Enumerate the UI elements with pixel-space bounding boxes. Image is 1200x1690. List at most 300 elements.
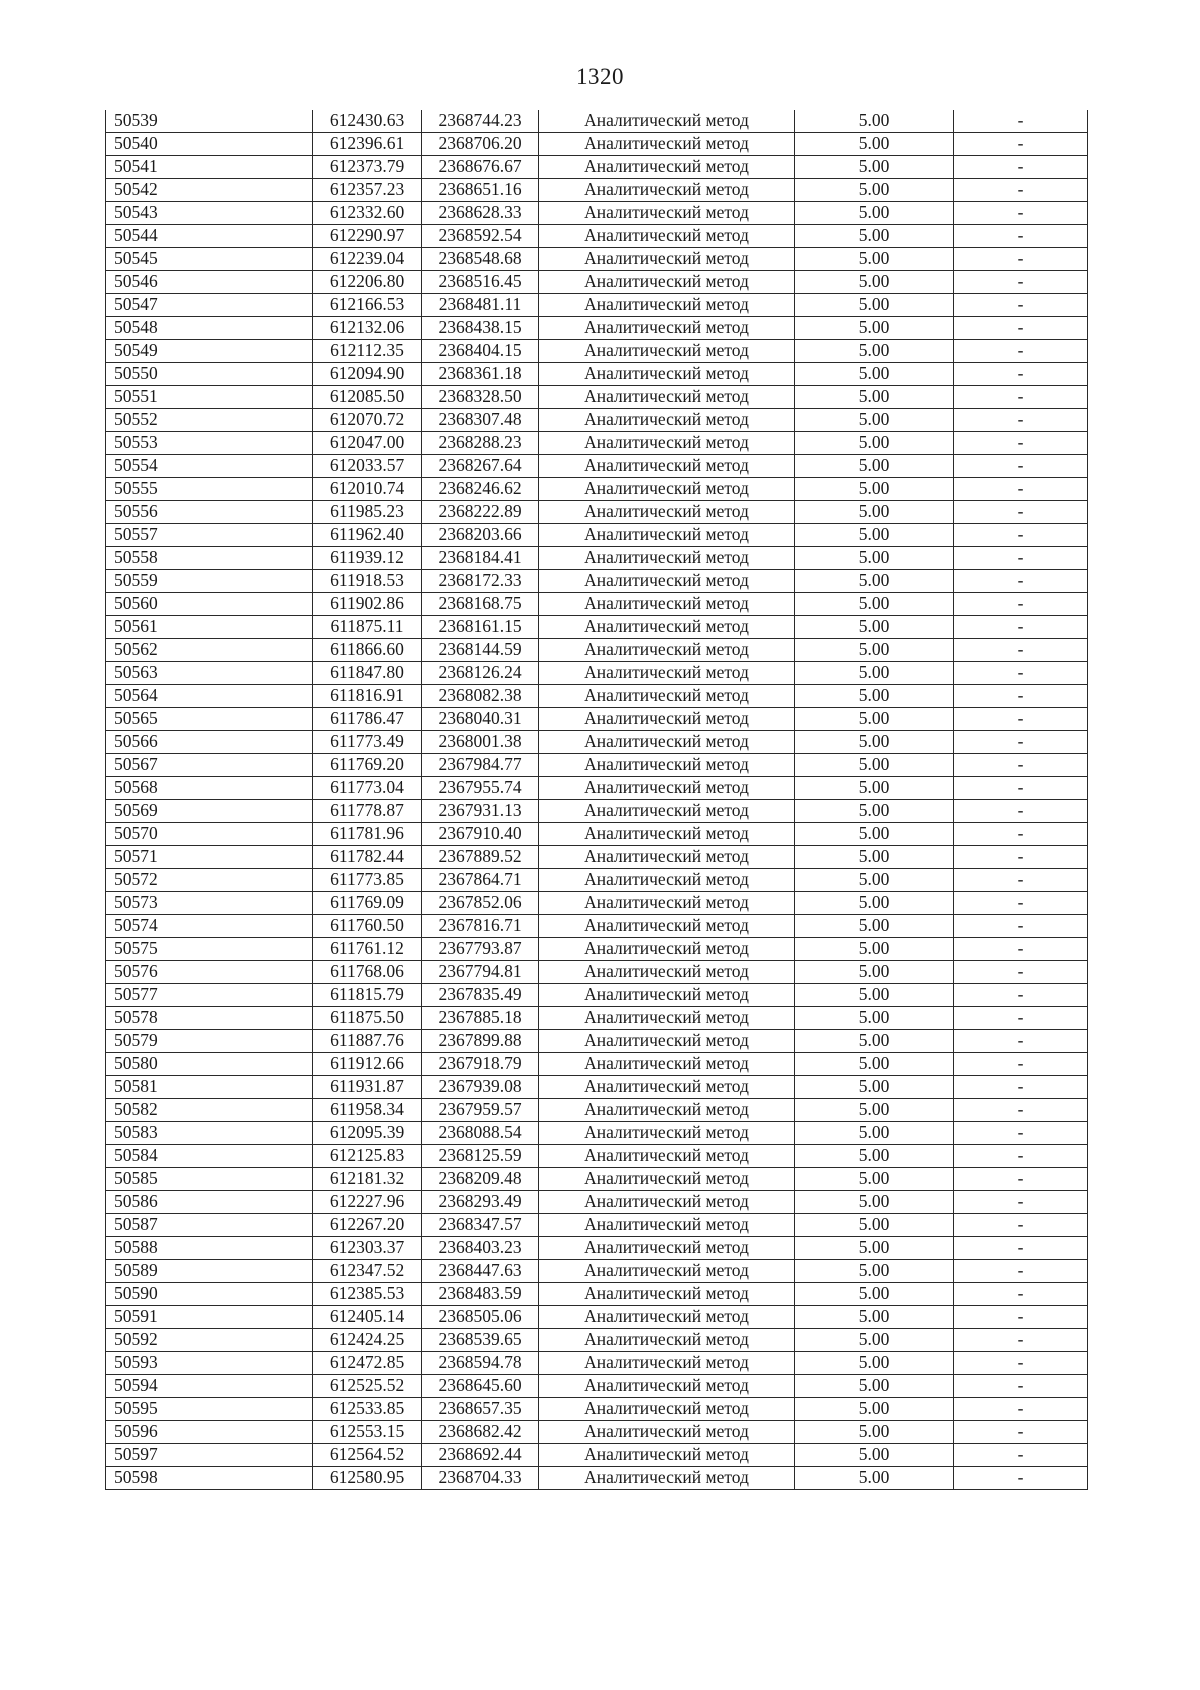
method-cell: Аналитический метод (539, 1122, 795, 1145)
point-id-cell: 50571 (106, 846, 313, 869)
table-row (106, 1421, 1088, 1444)
accuracy-cell: 5.00 (795, 455, 954, 478)
accuracy-cell: 5.00 (795, 1444, 954, 1467)
table-row (106, 409, 1088, 432)
note-cell: - (954, 869, 1088, 892)
y-coordinate-cell: 2367899.88 (422, 1030, 539, 1053)
y-coordinate-cell: 2368539.65 (422, 1329, 539, 1352)
point-id-cell: 50558 (106, 547, 313, 570)
x-coordinate-cell: 612332.60 (313, 202, 422, 225)
point-id-cell: 50543 (106, 202, 313, 225)
table-row (106, 478, 1088, 501)
y-coordinate-cell: 2368657.35 (422, 1398, 539, 1421)
note-cell: - (954, 1329, 1088, 1352)
point-id-cell: 50549 (106, 340, 313, 363)
x-coordinate-cell: 611773.04 (313, 777, 422, 800)
y-coordinate-cell: 2368082.38 (422, 685, 539, 708)
x-coordinate-cell: 612047.00 (313, 432, 422, 455)
table-row (106, 179, 1088, 202)
accuracy-cell: 5.00 (795, 432, 954, 455)
x-coordinate-cell: 612525.52 (313, 1375, 422, 1398)
point-id-cell: 50573 (106, 892, 313, 915)
accuracy-cell: 5.00 (795, 1375, 954, 1398)
y-coordinate-cell: 2368288.23 (422, 432, 539, 455)
accuracy-cell: 5.00 (795, 1467, 954, 1490)
y-coordinate-cell: 2367959.57 (422, 1099, 539, 1122)
table-row (106, 593, 1088, 616)
x-coordinate-cell: 612267.20 (313, 1214, 422, 1237)
point-id-cell: 50575 (106, 938, 313, 961)
x-coordinate-cell: 611912.66 (313, 1053, 422, 1076)
y-coordinate-cell: 2367931.13 (422, 800, 539, 823)
point-id-cell: 50569 (106, 800, 313, 823)
method-cell: Аналитический метод (539, 1007, 795, 1030)
table-row (106, 616, 1088, 639)
note-cell: - (954, 248, 1088, 271)
y-coordinate-cell: 2367918.79 (422, 1053, 539, 1076)
x-coordinate-cell: 612303.37 (313, 1237, 422, 1260)
y-coordinate-cell: 2368505.06 (422, 1306, 539, 1329)
note-cell: - (954, 156, 1088, 179)
x-coordinate-cell: 611768.06 (313, 961, 422, 984)
point-id-cell: 50544 (106, 225, 313, 248)
table-row (106, 1007, 1088, 1030)
method-cell: Аналитический метод (539, 1237, 795, 1260)
point-id-cell: 50561 (106, 616, 313, 639)
x-coordinate-cell: 611875.50 (313, 1007, 422, 1030)
x-coordinate-cell: 611782.44 (313, 846, 422, 869)
accuracy-cell: 5.00 (795, 1122, 954, 1145)
y-coordinate-cell: 2368692.44 (422, 1444, 539, 1467)
method-cell: Аналитический метод (539, 340, 795, 363)
method-cell: Аналитический метод (539, 478, 795, 501)
note-cell: - (954, 1398, 1088, 1421)
note-cell: - (954, 179, 1088, 202)
accuracy-cell: 5.00 (795, 754, 954, 777)
x-coordinate-cell: 612472.85 (313, 1352, 422, 1375)
table-row (106, 432, 1088, 455)
note-cell: - (954, 386, 1088, 409)
accuracy-cell: 5.00 (795, 156, 954, 179)
accuracy-cell: 5.00 (795, 984, 954, 1007)
accuracy-cell: 5.00 (795, 1053, 954, 1076)
accuracy-cell: 5.00 (795, 1306, 954, 1329)
x-coordinate-cell: 611931.87 (313, 1076, 422, 1099)
accuracy-cell: 5.00 (795, 409, 954, 432)
y-coordinate-cell: 2367910.40 (422, 823, 539, 846)
note-cell: - (954, 570, 1088, 593)
point-id-cell: 50582 (106, 1099, 313, 1122)
x-coordinate-cell: 612347.52 (313, 1260, 422, 1283)
x-coordinate-cell: 612033.57 (313, 455, 422, 478)
table-row (106, 1214, 1088, 1237)
note-cell: - (954, 938, 1088, 961)
x-coordinate-cell: 611781.96 (313, 823, 422, 846)
table-row (106, 869, 1088, 892)
table-row (106, 961, 1088, 984)
note-cell: - (954, 1007, 1088, 1030)
accuracy-cell: 5.00 (795, 1398, 954, 1421)
accuracy-cell: 5.00 (795, 846, 954, 869)
method-cell: Аналитический метод (539, 363, 795, 386)
point-id-cell: 50540 (106, 133, 313, 156)
accuracy-cell: 5.00 (795, 1329, 954, 1352)
accuracy-cell: 5.00 (795, 639, 954, 662)
note-cell: - (954, 800, 1088, 823)
note-cell: - (954, 432, 1088, 455)
method-cell: Аналитический метод (539, 1421, 795, 1444)
accuracy-cell: 5.00 (795, 340, 954, 363)
method-cell: Аналитический метод (539, 455, 795, 478)
point-id-cell: 50585 (106, 1168, 313, 1191)
table-row (106, 1260, 1088, 1283)
note-cell: - (954, 1053, 1088, 1076)
point-id-cell: 50589 (106, 1260, 313, 1283)
table-row (106, 1329, 1088, 1352)
y-coordinate-cell: 2368481.11 (422, 294, 539, 317)
accuracy-cell: 5.00 (795, 386, 954, 409)
note-cell: - (954, 1467, 1088, 1490)
point-id-cell: 50546 (106, 271, 313, 294)
x-coordinate-cell: 612385.53 (313, 1283, 422, 1306)
note-cell: - (954, 225, 1088, 248)
x-coordinate-cell: 611847.80 (313, 662, 422, 685)
point-id-cell: 50551 (106, 386, 313, 409)
method-cell: Аналитический метод (539, 547, 795, 570)
point-id-cell: 50547 (106, 294, 313, 317)
table-body (106, 110, 1088, 1490)
table-row (106, 156, 1088, 179)
accuracy-cell: 5.00 (795, 478, 954, 501)
x-coordinate-cell: 612405.14 (313, 1306, 422, 1329)
method-cell: Аналитический метод (539, 685, 795, 708)
x-coordinate-cell: 611769.09 (313, 892, 422, 915)
method-cell: Аналитический метод (539, 639, 795, 662)
y-coordinate-cell: 2368438.15 (422, 317, 539, 340)
method-cell: Аналитический метод (539, 1283, 795, 1306)
y-coordinate-cell: 2367939.08 (422, 1076, 539, 1099)
accuracy-cell: 5.00 (795, 892, 954, 915)
method-cell: Аналитический метод (539, 1030, 795, 1053)
note-cell: - (954, 823, 1088, 846)
accuracy-cell: 5.00 (795, 685, 954, 708)
point-id-cell: 50596 (106, 1421, 313, 1444)
y-coordinate-cell: 2368592.54 (422, 225, 539, 248)
accuracy-cell: 5.00 (795, 248, 954, 271)
note-cell: - (954, 1191, 1088, 1214)
method-cell: Аналитический метод (539, 892, 795, 915)
point-id-cell: 50557 (106, 524, 313, 547)
accuracy-cell: 5.00 (795, 1352, 954, 1375)
method-cell: Аналитический метод (539, 248, 795, 271)
point-id-cell: 50588 (106, 1237, 313, 1260)
note-cell: - (954, 524, 1088, 547)
point-id-cell: 50562 (106, 639, 313, 662)
note-cell: - (954, 1260, 1088, 1283)
x-coordinate-cell: 612095.39 (313, 1122, 422, 1145)
table-row (106, 1306, 1088, 1329)
method-cell: Аналитический метод (539, 1053, 795, 1076)
table-row (106, 731, 1088, 754)
note-cell: - (954, 1444, 1088, 1467)
note-cell: - (954, 777, 1088, 800)
point-id-cell: 50583 (106, 1122, 313, 1145)
point-id-cell: 50598 (106, 1467, 313, 1490)
point-id-cell: 50592 (106, 1329, 313, 1352)
y-coordinate-cell: 2368172.33 (422, 570, 539, 593)
table-row (106, 501, 1088, 524)
table-row (106, 984, 1088, 1007)
table-row (106, 915, 1088, 938)
table-row (106, 662, 1088, 685)
note-cell: - (954, 1145, 1088, 1168)
point-id-cell: 50584 (106, 1145, 313, 1168)
table-row (106, 317, 1088, 340)
method-cell: Аналитический метод (539, 202, 795, 225)
table-row (106, 823, 1088, 846)
note-cell: - (954, 501, 1088, 524)
y-coordinate-cell: 2367816.71 (422, 915, 539, 938)
y-coordinate-cell: 2367984.77 (422, 754, 539, 777)
x-coordinate-cell: 612085.50 (313, 386, 422, 409)
x-coordinate-cell: 611939.12 (313, 547, 422, 570)
table-row (106, 547, 1088, 570)
method-cell: Аналитический метод (539, 386, 795, 409)
note-cell: - (954, 685, 1088, 708)
note-cell: - (954, 1099, 1088, 1122)
y-coordinate-cell: 2368040.31 (422, 708, 539, 731)
method-cell: Аналитический метод (539, 133, 795, 156)
y-coordinate-cell: 2368404.15 (422, 340, 539, 363)
method-cell: Аналитический метод (539, 616, 795, 639)
table-row (106, 639, 1088, 662)
accuracy-cell: 5.00 (795, 202, 954, 225)
x-coordinate-cell: 611887.76 (313, 1030, 422, 1053)
accuracy-cell: 5.00 (795, 317, 954, 340)
y-coordinate-cell: 2368706.20 (422, 133, 539, 156)
table-row (106, 225, 1088, 248)
point-id-cell: 50545 (106, 248, 313, 271)
point-id-cell: 50552 (106, 409, 313, 432)
accuracy-cell: 5.00 (795, 1145, 954, 1168)
method-cell: Аналитический метод (539, 524, 795, 547)
method-cell: Аналитический метод (539, 938, 795, 961)
x-coordinate-cell: 612357.23 (313, 179, 422, 202)
method-cell: Аналитический метод (539, 1191, 795, 1214)
method-cell: Аналитический метод (539, 225, 795, 248)
method-cell: Аналитический метод (539, 662, 795, 685)
accuracy-cell: 5.00 (795, 961, 954, 984)
accuracy-cell: 5.00 (795, 524, 954, 547)
table-row (106, 248, 1088, 271)
x-coordinate-cell: 611786.47 (313, 708, 422, 731)
note-cell: - (954, 294, 1088, 317)
note-cell: - (954, 1421, 1088, 1444)
x-coordinate-cell: 612396.61 (313, 133, 422, 156)
note-cell: - (954, 593, 1088, 616)
y-coordinate-cell: 2368651.16 (422, 179, 539, 202)
note-cell: - (954, 1375, 1088, 1398)
method-cell: Аналитический метод (539, 708, 795, 731)
method-cell: Аналитический метод (539, 754, 795, 777)
accuracy-cell: 5.00 (795, 570, 954, 593)
note-cell: - (954, 1076, 1088, 1099)
y-coordinate-cell: 2368209.48 (422, 1168, 539, 1191)
note-cell: - (954, 984, 1088, 1007)
table-row (106, 1283, 1088, 1306)
accuracy-cell: 5.00 (795, 708, 954, 731)
y-coordinate-cell: 2368403.23 (422, 1237, 539, 1260)
note-cell: - (954, 409, 1088, 432)
accuracy-cell: 5.00 (795, 915, 954, 938)
point-id-cell: 50556 (106, 501, 313, 524)
point-id-cell: 50548 (106, 317, 313, 340)
y-coordinate-cell: 2368347.57 (422, 1214, 539, 1237)
point-id-cell: 50577 (106, 984, 313, 1007)
table-row (106, 1099, 1088, 1122)
x-coordinate-cell: 612070.72 (313, 409, 422, 432)
x-coordinate-cell: 611816.91 (313, 685, 422, 708)
y-coordinate-cell: 2368447.63 (422, 1260, 539, 1283)
table-row (106, 1375, 1088, 1398)
accuracy-cell: 5.00 (795, 547, 954, 570)
table-row (106, 133, 1088, 156)
note-cell: - (954, 662, 1088, 685)
y-coordinate-cell: 2368516.45 (422, 271, 539, 294)
y-coordinate-cell: 2367852.06 (422, 892, 539, 915)
method-cell: Аналитический метод (539, 593, 795, 616)
x-coordinate-cell: 612424.25 (313, 1329, 422, 1352)
note-cell: - (954, 1168, 1088, 1191)
note-cell: - (954, 1283, 1088, 1306)
accuracy-cell: 5.00 (795, 593, 954, 616)
note-cell: - (954, 708, 1088, 731)
y-coordinate-cell: 2368184.41 (422, 547, 539, 570)
note-cell: - (954, 1352, 1088, 1375)
table-row (106, 1076, 1088, 1099)
note-cell: - (954, 317, 1088, 340)
method-cell: Аналитический метод (539, 915, 795, 938)
point-id-cell: 50554 (106, 455, 313, 478)
note-cell: - (954, 616, 1088, 639)
y-coordinate-cell: 2368628.33 (422, 202, 539, 225)
x-coordinate-cell: 612430.63 (313, 110, 422, 133)
note-cell: - (954, 1122, 1088, 1145)
point-id-cell: 50580 (106, 1053, 313, 1076)
x-coordinate-cell: 611985.23 (313, 501, 422, 524)
y-coordinate-cell: 2368676.67 (422, 156, 539, 179)
point-id-cell: 50570 (106, 823, 313, 846)
point-id-cell: 50579 (106, 1030, 313, 1053)
table-row (106, 110, 1088, 133)
x-coordinate-cell: 612533.85 (313, 1398, 422, 1421)
point-id-cell: 50586 (106, 1191, 313, 1214)
point-id-cell: 50542 (106, 179, 313, 202)
x-coordinate-cell: 612564.52 (313, 1444, 422, 1467)
point-id-cell: 50566 (106, 731, 313, 754)
method-cell: Аналитический метод (539, 1306, 795, 1329)
x-coordinate-cell: 611962.40 (313, 524, 422, 547)
coordinates-table (105, 110, 1088, 1490)
method-cell: Аналитический метод (539, 961, 795, 984)
accuracy-cell: 5.00 (795, 1191, 954, 1214)
table-row (106, 708, 1088, 731)
method-cell: Аналитический метод (539, 1145, 795, 1168)
point-id-cell: 50591 (106, 1306, 313, 1329)
x-coordinate-cell: 612580.95 (313, 1467, 422, 1490)
accuracy-cell: 5.00 (795, 823, 954, 846)
x-coordinate-cell: 611761.12 (313, 938, 422, 961)
point-id-cell: 50553 (106, 432, 313, 455)
y-coordinate-cell: 2368246.62 (422, 478, 539, 501)
point-id-cell: 50597 (106, 1444, 313, 1467)
note-cell: - (954, 1214, 1088, 1237)
note-cell: - (954, 961, 1088, 984)
accuracy-cell: 5.00 (795, 1168, 954, 1191)
y-coordinate-cell: 2368126.24 (422, 662, 539, 685)
y-coordinate-cell: 2367885.18 (422, 1007, 539, 1030)
accuracy-cell: 5.00 (795, 1007, 954, 1030)
x-coordinate-cell: 612553.15 (313, 1421, 422, 1444)
method-cell: Аналитический метод (539, 777, 795, 800)
table-row (106, 1191, 1088, 1214)
note-cell: - (954, 547, 1088, 570)
table-row (106, 777, 1088, 800)
accuracy-cell: 5.00 (795, 501, 954, 524)
table-row (106, 271, 1088, 294)
point-id-cell: 50555 (106, 478, 313, 501)
method-cell: Аналитический метод (539, 1214, 795, 1237)
accuracy-cell: 5.00 (795, 1283, 954, 1306)
method-cell: Аналитический метод (539, 271, 795, 294)
point-id-cell: 50564 (106, 685, 313, 708)
accuracy-cell: 5.00 (795, 294, 954, 317)
accuracy-cell: 5.00 (795, 800, 954, 823)
method-cell: Аналитический метод (539, 409, 795, 432)
note-cell: - (954, 478, 1088, 501)
note-cell: - (954, 1306, 1088, 1329)
table-row (106, 340, 1088, 363)
method-cell: Аналитический метод (539, 179, 795, 202)
note-cell: - (954, 110, 1088, 133)
accuracy-cell: 5.00 (795, 616, 954, 639)
accuracy-cell: 5.00 (795, 179, 954, 202)
x-coordinate-cell: 611866.60 (313, 639, 422, 662)
table-row (106, 1237, 1088, 1260)
point-id-cell: 50559 (106, 570, 313, 593)
x-coordinate-cell: 611769.20 (313, 754, 422, 777)
x-coordinate-cell: 612227.96 (313, 1191, 422, 1214)
table-row (106, 1444, 1088, 1467)
note-cell: - (954, 731, 1088, 754)
note-cell: - (954, 846, 1088, 869)
note-cell: - (954, 754, 1088, 777)
table-row (106, 570, 1088, 593)
method-cell: Аналитический метод (539, 1444, 795, 1467)
note-cell: - (954, 915, 1088, 938)
accuracy-cell: 5.00 (795, 938, 954, 961)
x-coordinate-cell: 611778.87 (313, 800, 422, 823)
accuracy-cell: 5.00 (795, 363, 954, 386)
accuracy-cell: 5.00 (795, 1421, 954, 1444)
point-id-cell: 50550 (106, 363, 313, 386)
point-id-cell: 50565 (106, 708, 313, 731)
point-id-cell: 50560 (106, 593, 313, 616)
y-coordinate-cell: 2368203.66 (422, 524, 539, 547)
table-row (106, 1053, 1088, 1076)
x-coordinate-cell: 611760.50 (313, 915, 422, 938)
x-coordinate-cell: 611773.49 (313, 731, 422, 754)
